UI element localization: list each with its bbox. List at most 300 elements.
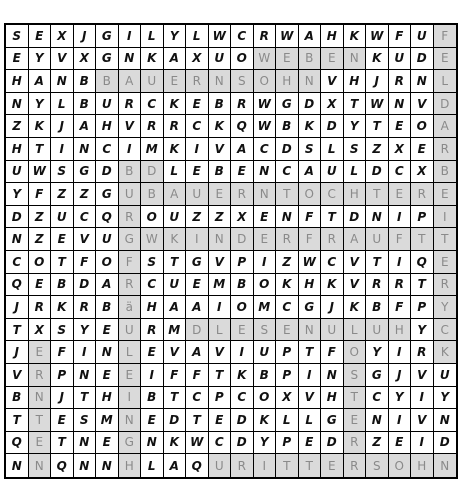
grid-cell[interactable]: O — [299, 183, 322, 206]
grid-cell[interactable]: Z — [186, 206, 209, 229]
grid-cell[interactable]: S — [51, 161, 74, 184]
grid-cell[interactable]: D — [366, 161, 389, 184]
grid-cell[interactable]: A — [299, 161, 322, 184]
grid-cell[interactable]: F — [74, 251, 97, 274]
grid-cell[interactable]: I — [389, 409, 412, 432]
grid-cell[interactable]: U — [186, 183, 209, 206]
grid-cell[interactable]: U — [389, 48, 412, 71]
grid-cell[interactable]: D — [434, 432, 457, 455]
grid-cell[interactable]: N — [29, 387, 52, 410]
grid-cell[interactable]: T — [29, 409, 52, 432]
grid-cell[interactable]: T — [6, 409, 29, 432]
grid-cell[interactable]: H — [119, 454, 142, 477]
grid-cell[interactable]: C — [209, 432, 232, 455]
grid-cell[interactable]: C — [321, 183, 344, 206]
grid-cell[interactable]: G — [119, 228, 142, 251]
grid-cell[interactable]: S — [366, 454, 389, 477]
grid-cell[interactable]: U — [321, 319, 344, 342]
grid-cell[interactable]: D — [299, 93, 322, 116]
grid-cell[interactable]: D — [141, 161, 164, 184]
grid-cell[interactable]: Q — [51, 454, 74, 477]
grid-cell[interactable]: O — [29, 251, 52, 274]
grid-cell[interactable]: K — [434, 341, 457, 364]
grid-cell[interactable]: H — [321, 387, 344, 410]
grid-cell[interactable]: X — [321, 93, 344, 116]
grid-cell[interactable]: C — [141, 93, 164, 116]
grid-cell[interactable]: I — [186, 228, 209, 251]
grid-cell[interactable]: Y — [344, 115, 367, 138]
grid-cell[interactable]: T — [276, 183, 299, 206]
grid-cell[interactable]: I — [186, 138, 209, 161]
grid-cell[interactable]: U — [254, 341, 277, 364]
grid-cell[interactable]: B — [209, 161, 232, 184]
grid-cell[interactable]: Z — [366, 138, 389, 161]
grid-cell[interactable]: F — [299, 228, 322, 251]
grid-cell[interactable]: E — [254, 228, 277, 251]
grid-cell[interactable]: Q — [6, 432, 29, 455]
grid-cell[interactable]: T — [74, 387, 97, 410]
grid-cell[interactable]: I — [141, 364, 164, 387]
grid-cell[interactable]: N — [119, 409, 142, 432]
grid-cell[interactable]: C — [434, 319, 457, 342]
grid-cell[interactable]: W — [254, 115, 277, 138]
grid-cell[interactable]: E — [96, 364, 119, 387]
grid-cell[interactable]: L — [164, 161, 187, 184]
grid-cell[interactable]: V — [209, 341, 232, 364]
grid-cell[interactable]: N — [254, 183, 277, 206]
grid-cell[interactable]: I — [119, 138, 142, 161]
grid-cell[interactable]: O — [96, 251, 119, 274]
grid-cell[interactable]: F — [186, 364, 209, 387]
grid-cell[interactable]: P — [276, 432, 299, 455]
grid-cell[interactable]: I — [389, 341, 412, 364]
grid-cell[interactable]: A — [186, 341, 209, 364]
grid-cell[interactable]: E — [96, 319, 119, 342]
grid-cell[interactable]: O — [231, 296, 254, 319]
grid-cell[interactable]: R — [231, 183, 254, 206]
grid-cell[interactable]: L — [299, 409, 322, 432]
grid-cell[interactable]: H — [411, 454, 434, 477]
grid-cell[interactable]: L — [141, 25, 164, 48]
grid-cell[interactable]: K — [164, 432, 187, 455]
grid-cell[interactable]: S — [344, 364, 367, 387]
grid-cell[interactable]: J — [51, 387, 74, 410]
grid-cell[interactable]: Y — [366, 341, 389, 364]
grid-cell[interactable]: K — [164, 93, 187, 116]
grid-cell[interactable]: S — [299, 138, 322, 161]
grid-cell[interactable]: N — [276, 206, 299, 229]
grid-cell[interactable]: D — [231, 228, 254, 251]
grid-cell[interactable]: K — [164, 228, 187, 251]
grid-cell[interactable]: J — [6, 341, 29, 364]
grid-cell[interactable]: C — [186, 115, 209, 138]
grid-cell[interactable]: R — [74, 296, 97, 319]
grid-cell[interactable]: T — [299, 341, 322, 364]
grid-cell[interactable]: H — [6, 70, 29, 93]
grid-cell[interactable]: I — [254, 454, 277, 477]
grid-cell[interactable]: K — [276, 274, 299, 297]
grid-cell[interactable]: W — [254, 93, 277, 116]
grid-cell[interactable]: W — [141, 228, 164, 251]
grid-cell[interactable]: B — [119, 161, 142, 184]
grid-cell[interactable]: E — [186, 274, 209, 297]
grid-cell[interactable]: H — [389, 319, 412, 342]
grid-cell[interactable]: U — [209, 48, 232, 71]
grid-cell[interactable]: W — [299, 251, 322, 274]
grid-cell[interactable]: Y — [6, 183, 29, 206]
grid-cell[interactable]: N — [6, 228, 29, 251]
grid-cell[interactable]: Y — [411, 319, 434, 342]
grid-cell[interactable]: J — [321, 296, 344, 319]
grid-cell[interactable]: N — [96, 341, 119, 364]
grid-cell[interactable]: Y — [29, 48, 52, 71]
grid-cell[interactable]: B — [141, 387, 164, 410]
grid-cell[interactable]: G — [96, 25, 119, 48]
grid-cell[interactable]: H — [141, 296, 164, 319]
grid-cell[interactable]: P — [411, 206, 434, 229]
grid-cell[interactable]: I — [51, 138, 74, 161]
grid-cell[interactable]: E — [6, 48, 29, 71]
grid-cell[interactable]: S — [51, 319, 74, 342]
grid-cell[interactable]: E — [51, 409, 74, 432]
grid-cell[interactable]: R — [276, 228, 299, 251]
grid-cell[interactable]: M — [141, 138, 164, 161]
grid-cell[interactable]: O — [411, 115, 434, 138]
grid-cell[interactable]: R — [186, 70, 209, 93]
grid-cell[interactable]: ä — [119, 296, 142, 319]
grid-cell[interactable]: N — [366, 206, 389, 229]
grid-cell[interactable]: T — [321, 206, 344, 229]
grid-cell[interactable]: N — [96, 454, 119, 477]
grid-cell[interactable]: E — [389, 432, 412, 455]
grid-cell[interactable]: I — [119, 25, 142, 48]
grid-cell[interactable]: C — [321, 251, 344, 274]
grid-cell[interactable]: E — [389, 115, 412, 138]
grid-cell[interactable]: X — [51, 25, 74, 48]
grid-cell[interactable]: D — [164, 409, 187, 432]
grid-cell[interactable]: B — [434, 161, 457, 184]
grid-cell[interactable]: S — [6, 25, 29, 48]
grid-cell[interactable]: W — [366, 93, 389, 116]
grid-cell[interactable]: E — [434, 251, 457, 274]
grid-cell[interactable]: H — [276, 70, 299, 93]
grid-cell[interactable]: K — [141, 48, 164, 71]
grid-cell[interactable]: R — [411, 341, 434, 364]
grid-cell[interactable]: T — [51, 251, 74, 274]
grid-cell[interactable]: A — [231, 138, 254, 161]
grid-cell[interactable]: F — [51, 341, 74, 364]
grid-cell[interactable]: N — [29, 454, 52, 477]
grid-cell[interactable]: F — [321, 341, 344, 364]
grid-cell[interactable]: P — [51, 364, 74, 387]
grid-cell[interactable]: A — [344, 228, 367, 251]
grid-cell[interactable]: N — [299, 319, 322, 342]
grid-cell[interactable]: Y — [29, 93, 52, 116]
grid-cell[interactable]: E — [51, 228, 74, 251]
grid-cell[interactable]: T — [186, 409, 209, 432]
grid-cell[interactable]: J — [389, 364, 412, 387]
grid-cell[interactable]: E — [276, 48, 299, 71]
grid-cell[interactable]: L — [344, 319, 367, 342]
grid-cell[interactable]: L — [119, 341, 142, 364]
grid-cell[interactable]: W — [209, 25, 232, 48]
grid-cell[interactable]: N — [434, 409, 457, 432]
grid-cell[interactable]: N — [411, 70, 434, 93]
grid-cell[interactable]: Y — [74, 319, 97, 342]
grid-cell[interactable]: D — [6, 206, 29, 229]
grid-cell[interactable]: N — [389, 93, 412, 116]
grid-cell[interactable]: E — [389, 183, 412, 206]
grid-cell[interactable]: V — [119, 115, 142, 138]
grid-cell[interactable]: R — [231, 454, 254, 477]
grid-cell[interactable]: N — [74, 364, 97, 387]
grid-cell[interactable]: F — [299, 206, 322, 229]
grid-cell[interactable]: U — [6, 161, 29, 184]
grid-cell[interactable]: E — [344, 409, 367, 432]
grid-cell[interactable]: P — [276, 341, 299, 364]
grid-cell[interactable]: Z — [276, 251, 299, 274]
grid-cell[interactable]: A — [74, 115, 97, 138]
grid-cell[interactable]: N — [51, 70, 74, 93]
grid-cell[interactable]: U — [434, 364, 457, 387]
grid-cell[interactable]: O — [231, 48, 254, 71]
grid-cell[interactable]: G — [299, 296, 322, 319]
grid-cell[interactable]: S — [254, 319, 277, 342]
grid-cell[interactable]: V — [344, 251, 367, 274]
grid-cell[interactable]: U — [366, 228, 389, 251]
grid-cell[interactable]: R — [344, 432, 367, 455]
grid-cell[interactable]: E — [164, 70, 187, 93]
grid-cell[interactable]: U — [141, 70, 164, 93]
grid-cell[interactable]: D — [434, 93, 457, 116]
grid-cell[interactable]: T — [299, 454, 322, 477]
grid-cell[interactable]: J — [74, 25, 97, 48]
grid-cell[interactable]: S — [141, 251, 164, 274]
grid-cell[interactable]: D — [411, 48, 434, 71]
grid-cell[interactable]: C — [276, 161, 299, 184]
grid-cell[interactable]: D — [276, 138, 299, 161]
grid-cell[interactable]: N — [299, 70, 322, 93]
grid-cell[interactable]: E — [209, 183, 232, 206]
grid-cell[interactable]: N — [209, 70, 232, 93]
grid-cell[interactable]: F — [389, 296, 412, 319]
grid-cell[interactable]: A — [186, 296, 209, 319]
grid-cell[interactable]: W — [186, 432, 209, 455]
grid-cell[interactable]: X — [276, 387, 299, 410]
grid-cell[interactable]: N — [321, 364, 344, 387]
grid-cell[interactable]: N — [254, 161, 277, 184]
grid-cell[interactable]: U — [119, 319, 142, 342]
grid-cell[interactable]: X — [74, 48, 97, 71]
grid-cell[interactable]: G — [96, 183, 119, 206]
grid-cell[interactable]: X — [186, 48, 209, 71]
grid-cell[interactable]: Q — [96, 206, 119, 229]
grid-cell[interactable]: L — [209, 319, 232, 342]
grid-cell[interactable]: Y — [254, 432, 277, 455]
grid-cell[interactable]: U — [96, 228, 119, 251]
grid-cell[interactable]: R — [411, 183, 434, 206]
grid-cell[interactable]: E — [29, 25, 52, 48]
grid-cell[interactable]: N — [74, 138, 97, 161]
grid-cell[interactable]: J — [6, 296, 29, 319]
grid-cell[interactable]: X — [29, 319, 52, 342]
grid-cell[interactable]: E — [209, 409, 232, 432]
grid-cell[interactable]: C — [96, 138, 119, 161]
grid-cell[interactable]: A — [164, 183, 187, 206]
grid-cell[interactable]: I — [389, 251, 412, 274]
grid-cell[interactable]: O — [141, 206, 164, 229]
grid-cell[interactable]: K — [366, 48, 389, 71]
grid-cell[interactable]: N — [141, 432, 164, 455]
grid-cell[interactable]: R — [434, 138, 457, 161]
grid-cell[interactable]: U — [51, 206, 74, 229]
grid-cell[interactable]: K — [299, 115, 322, 138]
grid-cell[interactable]: Z — [51, 183, 74, 206]
grid-cell[interactable]: G — [119, 432, 142, 455]
grid-cell[interactable]: C — [74, 206, 97, 229]
grid-cell[interactable]: G — [186, 251, 209, 274]
grid-cell[interactable]: V — [411, 93, 434, 116]
grid-cell[interactable]: A — [299, 25, 322, 48]
grid-cell[interactable]: G — [74, 161, 97, 184]
grid-cell[interactable]: R — [434, 274, 457, 297]
grid-cell[interactable]: U — [164, 206, 187, 229]
grid-cell[interactable]: D — [231, 409, 254, 432]
grid-cell[interactable]: L — [186, 25, 209, 48]
grid-cell[interactable]: V — [209, 251, 232, 274]
grid-cell[interactable]: M — [96, 409, 119, 432]
grid-cell[interactable]: K — [29, 115, 52, 138]
grid-cell[interactable]: K — [231, 364, 254, 387]
grid-cell[interactable]: D — [344, 206, 367, 229]
grid-cell[interactable]: L — [51, 93, 74, 116]
grid-cell[interactable]: V — [6, 364, 29, 387]
grid-cell[interactable]: R — [141, 115, 164, 138]
grid-cell[interactable]: R — [119, 274, 142, 297]
grid-cell[interactable]: I — [389, 206, 412, 229]
grid-cell[interactable]: E — [119, 364, 142, 387]
grid-cell[interactable]: R — [389, 274, 412, 297]
grid-cell[interactable]: R — [344, 454, 367, 477]
grid-cell[interactable]: Z — [74, 183, 97, 206]
grid-cell[interactable]: F — [434, 25, 457, 48]
grid-cell[interactable]: Z — [29, 206, 52, 229]
grid-cell[interactable]: F — [29, 183, 52, 206]
grid-cell[interactable]: A — [29, 70, 52, 93]
grid-cell[interactable]: L — [141, 454, 164, 477]
grid-cell[interactable]: X — [389, 138, 412, 161]
grid-cell[interactable]: G — [96, 48, 119, 71]
grid-cell[interactable]: O — [344, 341, 367, 364]
grid-cell[interactable]: W — [366, 25, 389, 48]
grid-cell[interactable]: A — [164, 48, 187, 71]
grid-cell[interactable]: W — [254, 48, 277, 71]
grid-cell[interactable]: C — [276, 296, 299, 319]
grid-cell[interactable]: N — [344, 48, 367, 71]
grid-cell[interactable]: G — [321, 409, 344, 432]
grid-cell[interactable]: T — [209, 364, 232, 387]
grid-cell[interactable]: W — [29, 161, 52, 184]
grid-cell[interactable]: C — [6, 251, 29, 274]
grid-cell[interactable]: Q — [231, 115, 254, 138]
grid-cell[interactable]: U — [321, 161, 344, 184]
grid-cell[interactable]: V — [164, 341, 187, 364]
grid-cell[interactable]: T — [434, 228, 457, 251]
grid-cell[interactable]: U — [411, 25, 434, 48]
grid-cell[interactable]: Z — [6, 115, 29, 138]
grid-cell[interactable]: Q — [186, 454, 209, 477]
grid-cell[interactable]: L — [321, 138, 344, 161]
grid-cell[interactable]: H — [96, 115, 119, 138]
grid-cell[interactable]: B — [6, 387, 29, 410]
grid-cell[interactable]: Y — [434, 387, 457, 410]
grid-cell[interactable]: G — [366, 364, 389, 387]
grid-cell[interactable]: R — [321, 228, 344, 251]
grid-cell[interactable]: B — [141, 183, 164, 206]
grid-cell[interactable]: M — [209, 274, 232, 297]
grid-cell[interactable]: E — [299, 432, 322, 455]
grid-cell[interactable]: F — [164, 364, 187, 387]
grid-cell[interactable]: C — [389, 161, 412, 184]
grid-cell[interactable]: B — [96, 70, 119, 93]
grid-cell[interactable]: O — [254, 274, 277, 297]
grid-cell[interactable]: V — [299, 387, 322, 410]
grid-cell[interactable]: J — [366, 70, 389, 93]
grid-cell[interactable]: V — [74, 228, 97, 251]
grid-cell[interactable]: E — [96, 432, 119, 455]
grid-cell[interactable]: B — [366, 296, 389, 319]
grid-cell[interactable]: I — [231, 341, 254, 364]
grid-cell[interactable]: E — [411, 138, 434, 161]
grid-cell[interactable]: B — [276, 115, 299, 138]
grid-cell[interactable]: R — [366, 274, 389, 297]
grid-cell[interactable]: D — [186, 319, 209, 342]
grid-cell[interactable]: W — [276, 25, 299, 48]
grid-cell[interactable]: F — [389, 25, 412, 48]
grid-cell[interactable]: E — [321, 454, 344, 477]
grid-cell[interactable]: O — [389, 454, 412, 477]
grid-cell[interactable]: P — [276, 364, 299, 387]
grid-cell[interactable]: S — [74, 409, 97, 432]
grid-cell[interactable]: K — [344, 296, 367, 319]
grid-cell[interactable]: T — [51, 432, 74, 455]
grid-cell[interactable]: E — [186, 161, 209, 184]
grid-cell[interactable]: I — [411, 432, 434, 455]
grid-cell[interactable]: B — [96, 296, 119, 319]
grid-cell[interactable]: P — [209, 387, 232, 410]
grid-cell[interactable]: T — [164, 251, 187, 274]
grid-cell[interactable]: E — [231, 319, 254, 342]
grid-cell[interactable]: Y — [389, 387, 412, 410]
grid-cell[interactable]: T — [164, 387, 187, 410]
grid-cell[interactable]: R — [119, 206, 142, 229]
grid-cell[interactable]: B — [74, 70, 97, 93]
grid-cell[interactable]: N — [74, 454, 97, 477]
grid-cell[interactable]: N — [366, 409, 389, 432]
grid-cell[interactable]: V — [411, 364, 434, 387]
grid-cell[interactable]: D — [321, 115, 344, 138]
grid-cell[interactable]: N — [434, 454, 457, 477]
grid-cell[interactable]: H — [299, 274, 322, 297]
grid-cell[interactable]: P — [231, 251, 254, 274]
grid-cell[interactable]: E — [29, 341, 52, 364]
grid-cell[interactable]: X — [411, 161, 434, 184]
grid-cell[interactable]: G — [276, 93, 299, 116]
grid-cell[interactable]: D — [321, 432, 344, 455]
grid-cell[interactable]: T — [6, 319, 29, 342]
grid-cell[interactable]: B — [254, 364, 277, 387]
grid-cell[interactable]: B — [231, 274, 254, 297]
